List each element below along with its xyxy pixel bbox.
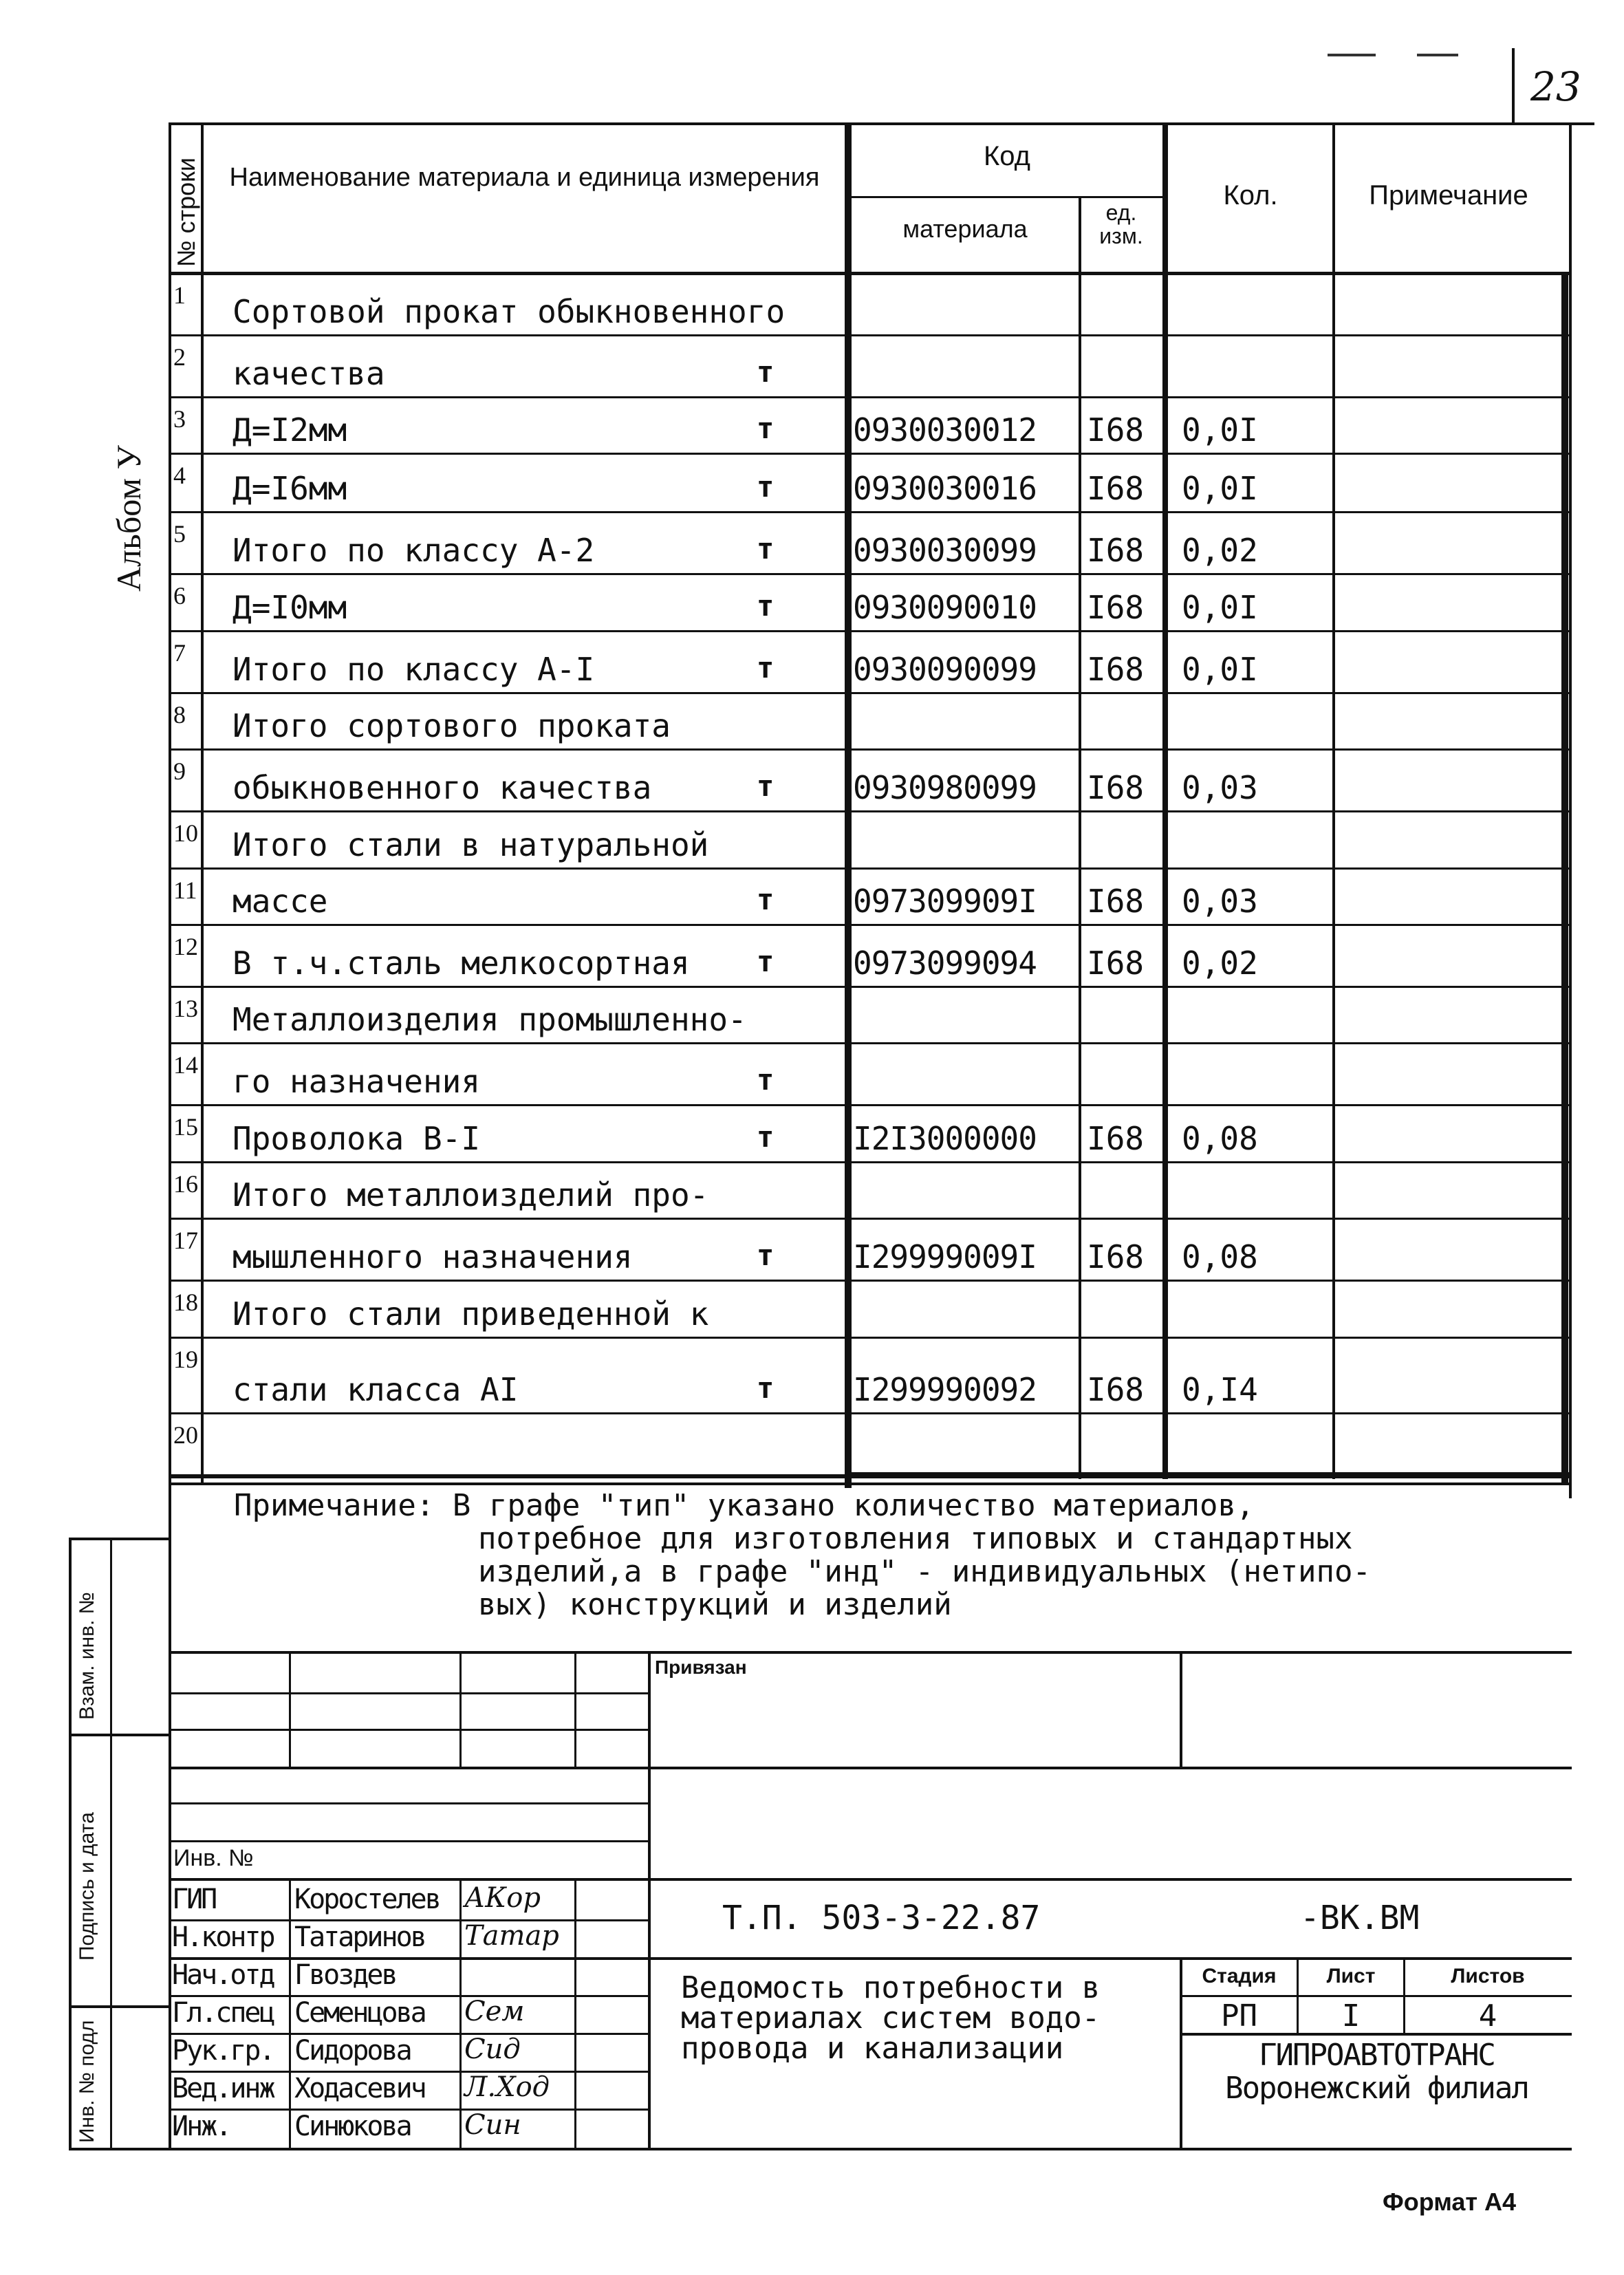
page-number: 23 xyxy=(1530,63,1581,110)
material-name: Проволока В-I xyxy=(232,1120,481,1157)
signature-mark: Сид xyxy=(464,2034,521,2065)
quantity: 0,0I xyxy=(1182,411,1258,449)
material-code: 0930090010 xyxy=(853,589,1037,626)
material-unit: т xyxy=(757,769,775,803)
signer-name: Семенцова xyxy=(294,1997,425,2029)
material-name: го назначения xyxy=(232,1063,481,1100)
signer-role: Нач.отд xyxy=(172,1959,274,1991)
material-unit: т xyxy=(757,1238,775,1272)
page-number-rule-vertical xyxy=(1512,48,1515,124)
header-row-no: № строки xyxy=(172,157,200,267)
row-number: 20 xyxy=(173,1421,198,1449)
row-number: 1 xyxy=(173,281,186,309)
row-number: 7 xyxy=(173,639,186,667)
row-number: 5 xyxy=(173,520,186,548)
material-name: Сортовой прокат обыкновенного xyxy=(232,293,786,330)
header-code: Код xyxy=(983,141,1030,171)
unit-code: I68 xyxy=(1087,1238,1145,1275)
sheets-value: 4 xyxy=(1478,1998,1497,2034)
row-number: 17 xyxy=(173,1227,198,1254)
table-note xyxy=(234,1488,1372,1622)
sheet-value: I xyxy=(1341,1998,1361,2034)
stage-label: Стадия xyxy=(1202,1965,1277,1987)
material-unit: т xyxy=(757,532,775,565)
material-name: Итого металлоизделий про- xyxy=(232,1176,709,1214)
material-name: Итого по классу А-I xyxy=(232,651,595,688)
sheet-label: Лист xyxy=(1326,1965,1376,1987)
row-separator xyxy=(169,748,1572,751)
note-line-4: вых) конструкций и изделий xyxy=(478,1587,952,1622)
signature-mark: АКор xyxy=(464,1882,541,1914)
material-code: 0930030099 xyxy=(853,532,1037,569)
header-code-material: материала xyxy=(902,215,1028,243)
material-name: обыкновенного качества xyxy=(232,769,652,806)
quantity: 0,0I xyxy=(1182,589,1258,626)
material-name: Итого по классу А-2 xyxy=(232,532,595,569)
signer-role: Рук.гр. xyxy=(172,2035,274,2067)
row-number: 6 xyxy=(173,582,186,610)
material-name: Д=I0мм xyxy=(232,589,347,626)
doc-title-line-1: Ведомость потребности в xyxy=(681,1970,1101,2005)
note-line-2: потребное для изготовления типовых и стандартных xyxy=(478,1521,1353,1556)
row-separator xyxy=(169,692,1572,694)
header-code-unit: ед. изм. xyxy=(1099,200,1143,248)
note-line-3: изделий,а в графе "инд" - индивидуальных (нетипо- xyxy=(478,1554,1372,1589)
unit-code: I68 xyxy=(1087,470,1145,507)
row-number: 18 xyxy=(173,1289,198,1316)
header-name-text: Наименование материала и единица измерения xyxy=(229,163,820,192)
material-unit: т xyxy=(757,1120,775,1154)
signer-role: ГИП xyxy=(172,1884,216,1915)
note-top-border xyxy=(169,1482,1572,1485)
unit-code: I68 xyxy=(1087,411,1145,449)
side-label-vzam: Взам. инв. № xyxy=(76,1592,98,1720)
row-separator xyxy=(169,573,1572,575)
row-separator xyxy=(169,986,1572,988)
material-unit: т xyxy=(757,883,775,916)
side-label-inv-podl: Инв. № подл xyxy=(76,2020,98,2143)
note-line-1: Примечание: В графе "тип" указано количество материалов, xyxy=(234,1488,1255,1523)
quantity: 0,08 xyxy=(1182,1120,1258,1157)
unit-code: I68 xyxy=(1087,1371,1145,1408)
quantity: 0,03 xyxy=(1182,769,1258,806)
doc-title xyxy=(681,1970,1101,2066)
row-separator xyxy=(169,1042,1572,1044)
row-number: 4 xyxy=(173,462,186,489)
signer-name: Ходасевич xyxy=(294,2073,425,2104)
material-code: 097309909I xyxy=(853,883,1037,920)
row-separator xyxy=(169,1412,1572,1414)
material-name: Итого стали в натуральной xyxy=(232,826,709,863)
signature-mark: Сем xyxy=(464,1996,525,2027)
stamp-inv-no: Инв. № xyxy=(173,1845,254,1871)
row-number: 15 xyxy=(173,1113,198,1141)
material-unit: т xyxy=(757,589,775,623)
row-separator xyxy=(169,867,1572,870)
material-code: 0930030016 xyxy=(853,470,1037,507)
material-name: Итого сортового проката xyxy=(232,707,671,744)
quantity: 0,08 xyxy=(1182,1238,1258,1275)
signature-mark: Л.Ход xyxy=(464,2071,550,2103)
material-name: мышленного назначения xyxy=(232,1238,633,1275)
row-separator xyxy=(169,1280,1572,1282)
signer-role: Вед.инж xyxy=(172,2073,274,2104)
row-number: 9 xyxy=(173,757,186,785)
material-unit: т xyxy=(757,411,775,445)
material-name: Металлоизделия промышленно- xyxy=(232,1001,747,1038)
unit-code: I68 xyxy=(1087,883,1145,920)
unit-code: I68 xyxy=(1087,651,1145,688)
material-unit: т xyxy=(757,651,775,684)
row-separator xyxy=(169,1218,1572,1220)
org-name: ГИПРОАВТОТРАНС xyxy=(1259,2038,1495,2073)
material-unit: т xyxy=(757,1371,775,1405)
stage-value: РП xyxy=(1221,1998,1257,2034)
row-number: 16 xyxy=(173,1170,198,1198)
material-unit: т xyxy=(757,470,775,504)
material-code: 0930090099 xyxy=(853,651,1037,688)
quantity: 0,02 xyxy=(1182,945,1258,982)
top-dash-1 xyxy=(1328,54,1376,56)
row-number: 11 xyxy=(173,876,197,904)
row-number: 2 xyxy=(173,343,186,371)
album-label: Альбом У xyxy=(109,445,148,592)
doc-title-line-2: материалах систем водо- xyxy=(681,2001,1101,2036)
header-qty: Кол. xyxy=(1223,180,1278,211)
signature-mark: Син xyxy=(464,2109,521,2141)
material-name: Д=I6мм xyxy=(232,470,347,507)
signer-role: Инж. xyxy=(172,2111,230,2142)
unit-code: I68 xyxy=(1087,945,1145,982)
doc-code: Т.П. 503-3-22.87 xyxy=(722,1899,1041,1937)
material-code: 0930030012 xyxy=(853,411,1037,449)
header-note: Примечание xyxy=(1369,180,1528,211)
quantity: 0,0I xyxy=(1182,651,1258,688)
material-name: качества xyxy=(232,355,385,392)
material-unit: т xyxy=(757,945,775,978)
unit-code: I68 xyxy=(1087,769,1145,806)
signer-role: Гл.спец xyxy=(172,1997,274,2029)
format-label: Формат А4 xyxy=(1383,2188,1517,2216)
row-separator xyxy=(169,1474,1572,1476)
top-dash-2 xyxy=(1417,54,1458,56)
stamp-privyazan: Привязан xyxy=(655,1657,747,1678)
signer-name: Синюкова xyxy=(294,2111,411,2142)
row-separator xyxy=(169,1337,1572,1339)
quantity: 0,02 xyxy=(1182,532,1258,569)
signer-name: Коростелев xyxy=(294,1884,440,1915)
material-name: В т.ч.сталь мелкосортная xyxy=(232,945,690,982)
row-separator xyxy=(169,1161,1572,1163)
quantity: 0,03 xyxy=(1182,883,1258,920)
signer-name: Сидорова xyxy=(294,2035,411,2067)
row-separator xyxy=(169,396,1572,398)
signer-name: Гвоздев xyxy=(294,1959,396,1991)
material-code: I29999009I xyxy=(853,1238,1037,1275)
row-separator xyxy=(169,511,1572,513)
signature-mark: Татар xyxy=(464,1920,559,1952)
signer-name: Татаринов xyxy=(294,1921,425,1953)
material-name: Итого стали приведенной к xyxy=(232,1295,709,1333)
material-name: Д=I2мм xyxy=(232,411,347,449)
row-number: 10 xyxy=(173,819,198,847)
signer-role: Н.контр xyxy=(172,1921,274,1953)
doc-suffix: -ВК.ВМ xyxy=(1300,1899,1420,1937)
row-number: 3 xyxy=(173,405,186,433)
row-separator xyxy=(169,453,1572,455)
material-unit: т xyxy=(757,1063,775,1097)
side-label-podpis: Подпись и дата xyxy=(76,1812,98,1961)
row-separator xyxy=(169,1104,1572,1106)
unit-code: I68 xyxy=(1087,589,1145,626)
header-name xyxy=(206,162,843,193)
row-number: 19 xyxy=(173,1346,198,1373)
row-number: 8 xyxy=(173,701,186,729)
quantity: 0,I4 xyxy=(1182,1371,1258,1408)
material-code: I299990092 xyxy=(853,1371,1037,1408)
material-code: I2I3000000 xyxy=(853,1120,1037,1157)
row-separator xyxy=(169,334,1572,336)
row-separator xyxy=(169,810,1572,812)
quantity: 0,0I xyxy=(1182,470,1258,507)
org-branch: Воронежский филиал xyxy=(1225,2071,1528,2106)
material-unit: т xyxy=(757,355,775,389)
material-code: 0973099094 xyxy=(853,945,1037,982)
row-number: 12 xyxy=(173,933,198,960)
unit-code: I68 xyxy=(1087,532,1145,569)
row-number: 14 xyxy=(173,1051,198,1079)
sheets-label: Листов xyxy=(1451,1965,1525,1987)
row-number: 13 xyxy=(173,995,198,1022)
material-name: стали класса АI xyxy=(232,1371,519,1408)
doc-title-line-3: провода и канализации xyxy=(681,2031,1064,2066)
unit-code: I68 xyxy=(1087,1120,1145,1157)
row-separator xyxy=(169,924,1572,926)
material-code: 0930980099 xyxy=(853,769,1037,806)
row-separator xyxy=(169,630,1572,632)
material-name: массе xyxy=(232,883,328,920)
